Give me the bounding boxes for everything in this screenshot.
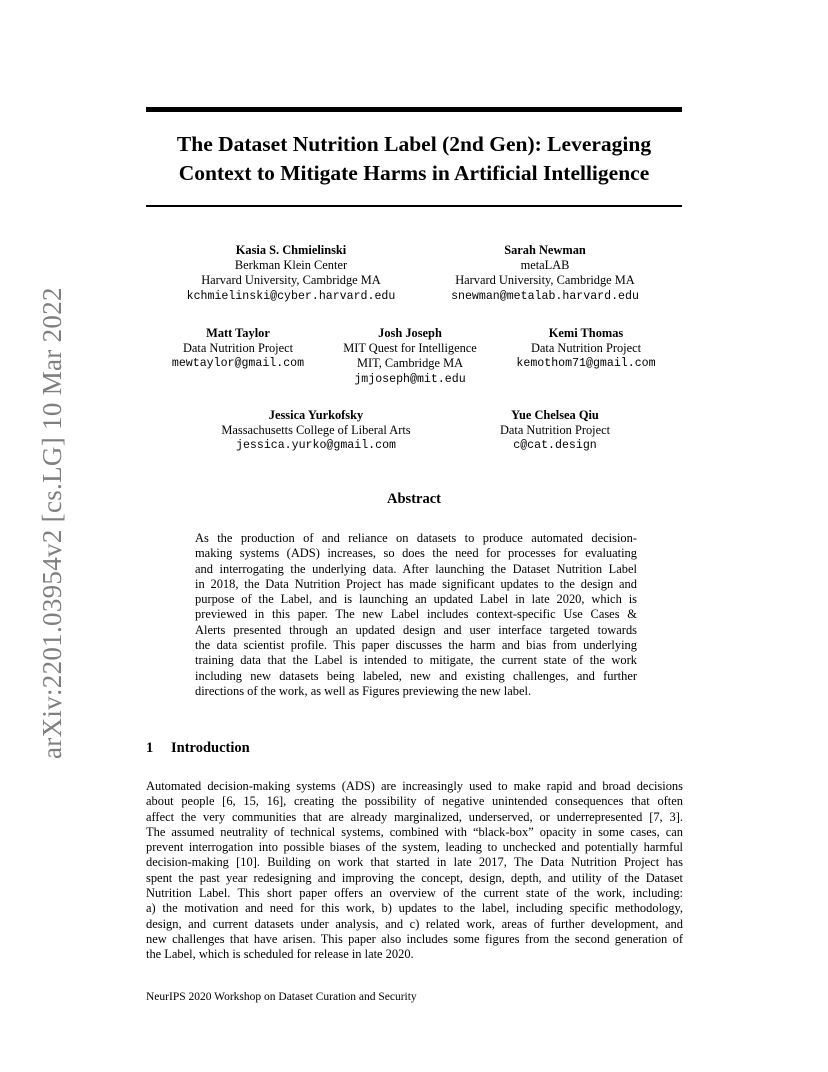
- author-affiliation: Harvard University, Cambridge MA: [201, 273, 381, 288]
- author-name: Josh Joseph: [378, 326, 442, 340]
- abstract-heading: Abstract: [387, 491, 441, 507]
- abstract-line: the data scientist profile. This paper discusses the harm and bias from underlying: [195, 638, 637, 653]
- abstract-line: previewed in this paper. The new Label includes context-specific Use Cases &: [195, 607, 637, 622]
- title-top-rule: [146, 107, 682, 112]
- body-line: a) the motivation and need for this work, b) updates to the label, including specific methodology,: [146, 901, 683, 916]
- author-email: jmjoseph@mit.edu: [354, 372, 466, 386]
- author-email: jessica.yurko@gmail.com: [235, 439, 397, 453]
- arxiv-identifier-stamp: arXiv:2201.03954v2 [cs.LG] 10 Mar 2022: [37, 287, 67, 759]
- abstract-line: and interrogating the underlying data. After launching the Dataset Nutrition Label: [195, 561, 637, 576]
- body-line: design, and current datasets under analysis, and c) related work, areas of further development, and: [146, 916, 683, 931]
- author-name: Kasia S. Chmielinski: [235, 243, 347, 257]
- author-email: mewtaylor@gmail.com: [171, 357, 305, 371]
- author-block: [206, 408, 426, 454]
- body-line: Nutrition Label. This short paper offers an overview of the current state of the work, including:: [146, 886, 683, 901]
- body-line: decision-making [10]. Building on work that started in late 2017, The Data Nutrition Project has: [146, 855, 683, 870]
- section-heading-introduction: [146, 740, 250, 757]
- author-name: Sarah Newman: [504, 243, 586, 257]
- abstract-line: in 2018, the Data Nutrition Project has made significant updates to the design and: [195, 576, 637, 591]
- abstract-line: including new datasets being labeled, new and existing challenges, and further: [195, 668, 637, 683]
- abstract-line: making systems (ADS) increases, so does the need for processes for evaluating: [195, 546, 637, 561]
- author-block: [440, 243, 650, 304]
- introduction-body: [146, 779, 683, 963]
- body-line: prevent interrogation into possible biases of the system, leading to unchecked and potentially harmful: [146, 840, 683, 855]
- author-block: [506, 326, 666, 372]
- author-affiliation: Massachusetts College of Liberal Arts: [221, 423, 411, 438]
- author-affiliation: MIT Quest for Intelligence: [343, 341, 477, 356]
- author-email: snewman@metalab.harvard.edu: [451, 289, 639, 303]
- paper-title: [120, 130, 708, 188]
- section-title: Introduction: [171, 740, 250, 756]
- author-email: kemothom71@gmail.com: [516, 357, 656, 371]
- abstract-body: [195, 531, 637, 699]
- body-line: new challenges that have arisen. This paper also includes some figures from the second generation of: [146, 931, 683, 946]
- abstract-line: directions of the work, as well as Figures previewing the new label.: [195, 683, 532, 698]
- body-line: Automated decision-making systems (ADS) are increasingly used to make rapid and broad decisions: [146, 779, 683, 793]
- author-block: [470, 408, 640, 454]
- title-line-2: Context to Mitigate Harms in Artificial Intelligence: [178, 161, 650, 185]
- author-block: [186, 243, 396, 304]
- body-line: the Label, which is scheduled for release in late 2020.: [146, 947, 414, 962]
- author-affiliation: Data Nutrition Project: [499, 423, 611, 438]
- abstract-line: As the production of and reliance on datasets to produce automated decision-: [195, 531, 637, 545]
- body-line: The assumed neutrality of technical systems, combined with “black-box” opacity in some cases, can: [146, 824, 683, 839]
- author-affiliation: metaLAB: [520, 258, 570, 273]
- abstract-line: purpose of the Label, and is launching an updated Label in late 2020, which is: [195, 592, 637, 607]
- author-affiliation: MIT, Cambridge MA: [356, 356, 464, 371]
- body-line: about people [6, 15, 16], creating the possibility of negative unintended consequences that often: [146, 794, 683, 809]
- author-affiliation: Data Nutrition Project: [182, 341, 294, 356]
- author-email: c@cat.design: [513, 439, 597, 453]
- author-name: Jessica Yurkofsky: [268, 408, 364, 422]
- author-block: [158, 326, 318, 372]
- title-bottom-rule: [146, 205, 682, 207]
- author-block: [330, 326, 490, 387]
- abstract-line: training data that the Label is intended to mitigate, the current state of the work: [195, 653, 637, 668]
- abstract-line: Alerts presented through an updated design and user interface targeted towards: [195, 622, 637, 637]
- author-affiliation: Berkman Klein Center: [234, 258, 348, 273]
- venue-footer: NeurIPS 2020 Workshop on Dataset Curation and Security: [146, 991, 417, 1003]
- author-name: Matt Taylor: [206, 326, 270, 340]
- author-name: Kemi Thomas: [548, 326, 624, 340]
- author-name: Yue Chelsea Qiu: [511, 408, 599, 422]
- section-number: 1: [146, 740, 154, 756]
- author-email: kchmielinski@cyber.harvard.edu: [186, 289, 396, 303]
- body-line: spent the past year redesigning and improving the concept, design, depth, and utility of the Dataset: [146, 870, 683, 885]
- author-affiliation: Harvard University, Cambridge MA: [455, 273, 635, 288]
- author-affiliation: Data Nutrition Project: [530, 341, 642, 356]
- body-line: affect the very communities that are already marginalized, underserved, or underrepresented [7, 3].: [146, 809, 683, 824]
- title-line-1: The Dataset Nutrition Label (2nd Gen): Leveraging: [176, 132, 652, 156]
